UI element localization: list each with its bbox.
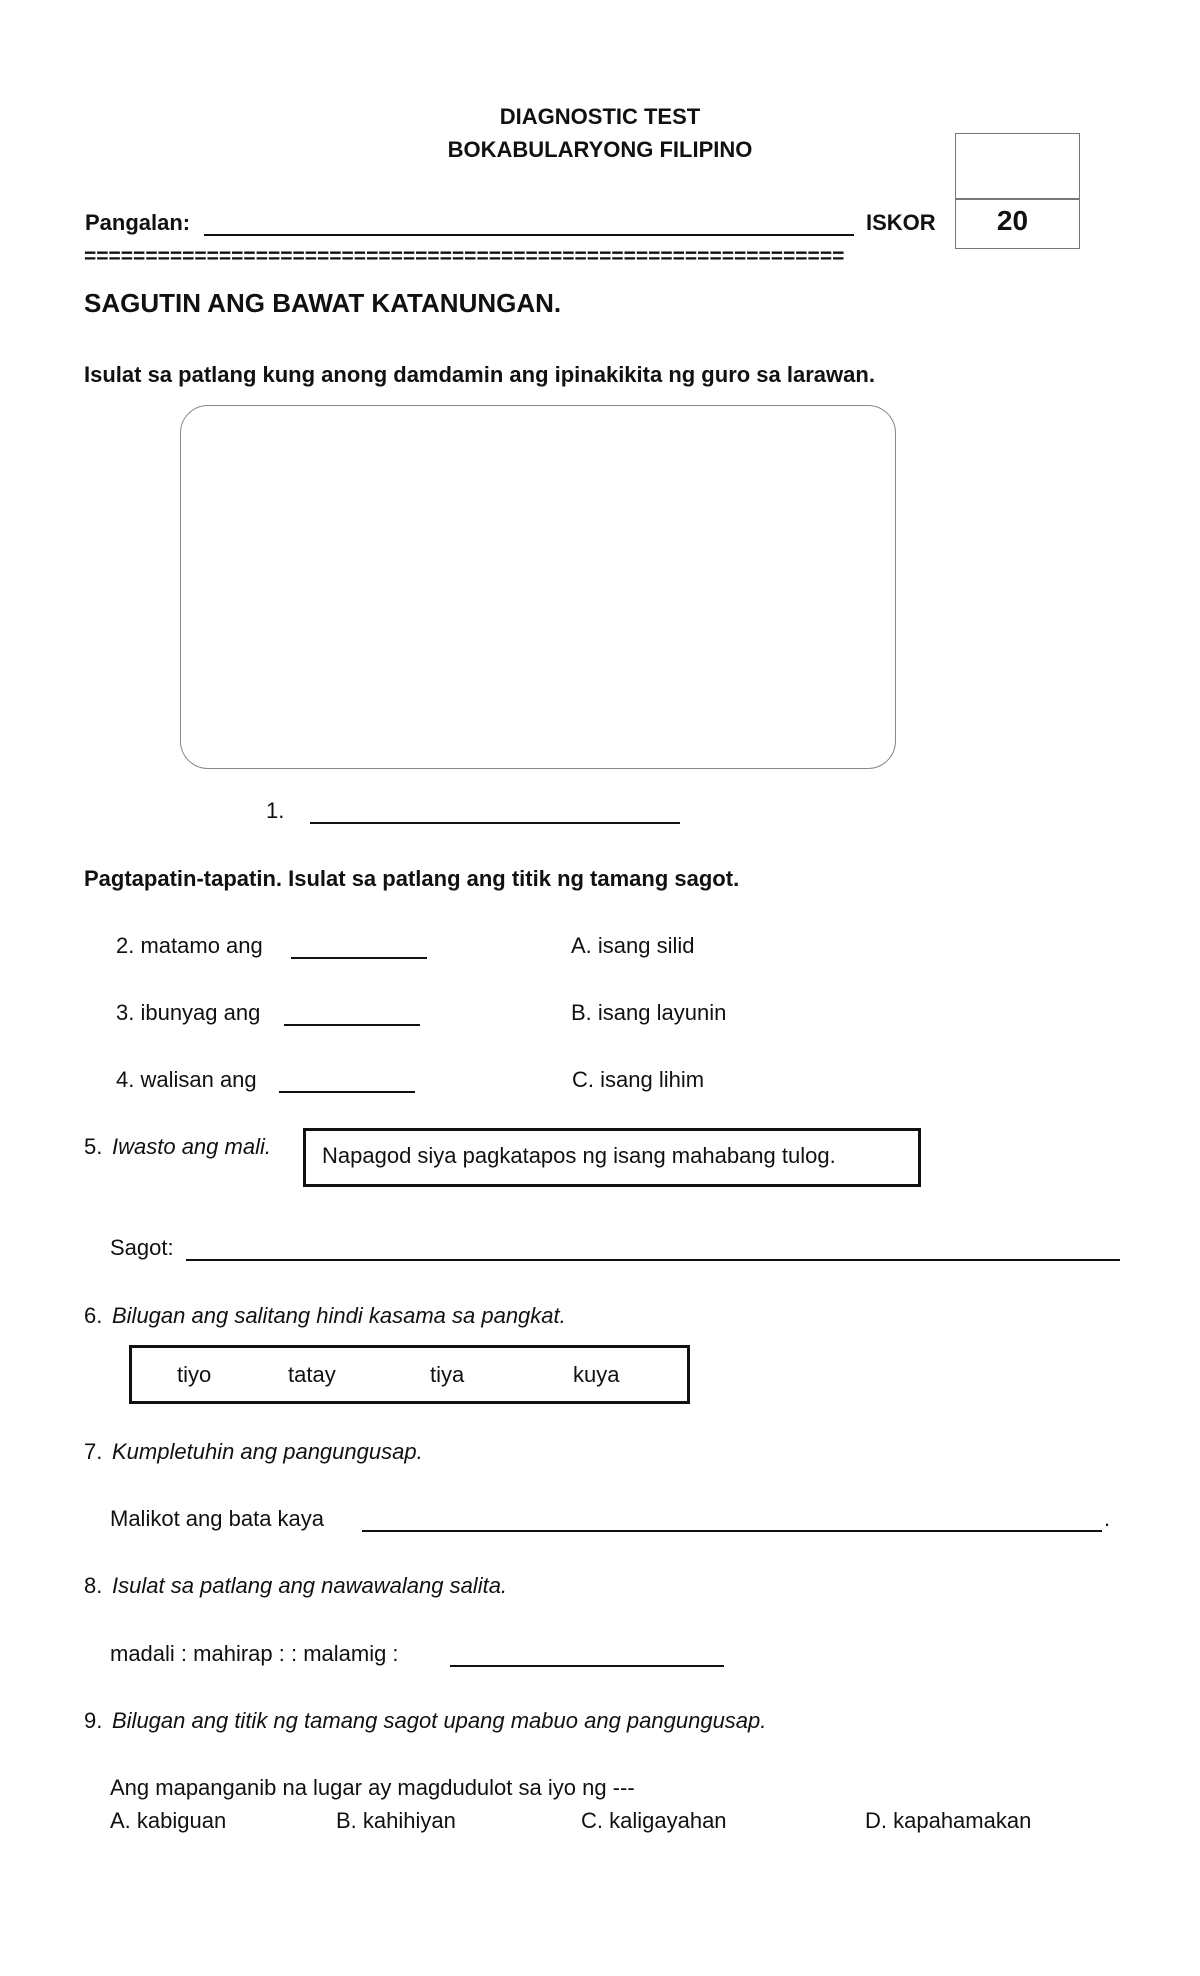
q8-instruction: Isulat sa patlang ang nawawalang salita. xyxy=(112,1573,508,1598)
q7-answer-line[interactable] xyxy=(362,1530,1102,1532)
q5-number: 5. xyxy=(84,1134,103,1159)
q1-answer-line[interactable] xyxy=(310,822,680,824)
picture-frame xyxy=(180,405,896,769)
q9-number: 9. xyxy=(84,1708,103,1733)
q9-choice[interactable]: C. kaligayahan xyxy=(581,1808,727,1833)
q6-word[interactable]: kuya xyxy=(573,1362,620,1387)
q7-instruction: Kumpletuhin ang pangungusap. xyxy=(112,1439,423,1464)
q6-word[interactable]: tatay xyxy=(288,1362,336,1387)
q5-answer-line[interactable] xyxy=(186,1259,1120,1261)
main-instruction: SAGUTIN ANG BAWAT KATANUNGAN. xyxy=(84,288,562,318)
test-title: DIAGNOSTIC TEST xyxy=(499,104,701,129)
q9-choice[interactable]: B. kahihiyan xyxy=(336,1808,456,1833)
score-label: ISKOR xyxy=(866,210,936,235)
match-answer-line[interactable] xyxy=(279,1091,415,1093)
q1-instruction: Isulat sa patlang kung anong damdamin ang ipinakikita ng guro sa larawan. xyxy=(84,362,875,387)
q9-stem: Ang mapanganib na lugar ay magdudulot sa iyo ng --- xyxy=(110,1775,635,1800)
q7-number: 7. xyxy=(84,1439,103,1464)
match-item-left: 3. ibunyag ang xyxy=(116,1000,261,1025)
q7-sentence-start: Malikot ang bata kaya xyxy=(110,1506,325,1531)
q8-analogy: madali : mahirap : : malamig : xyxy=(110,1641,399,1666)
match-item-right: B. isang layunin xyxy=(571,1000,727,1025)
q9-choice[interactable]: A. kabiguan xyxy=(110,1808,227,1833)
q6-word[interactable]: tiya xyxy=(430,1362,465,1387)
q5-answer-label: Sagot: xyxy=(110,1235,174,1260)
q5-sentence: Napagod siya pagkatapos ng isang mahabang tulog. xyxy=(322,1143,836,1168)
q9-instruction: Bilugan ang titik ng tamang sagot upang mabuo ang pangungusap. xyxy=(112,1708,767,1733)
test-subtitle: BOKABULARYONG FILIPINO xyxy=(447,137,753,162)
q5-instruction: Iwasto ang mali. xyxy=(112,1134,271,1159)
separator-line: ============================================================== xyxy=(84,245,845,268)
match-item-right: C. isang lihim xyxy=(572,1067,705,1092)
q9-choice[interactable]: D. kapahamakan xyxy=(865,1808,1032,1833)
name-label: Pangalan: xyxy=(85,210,191,235)
q6-word[interactable]: tiyo xyxy=(177,1362,212,1387)
q7-sentence-end: . xyxy=(1104,1506,1111,1531)
q1-number: 1. xyxy=(266,798,285,823)
q6-instruction: Bilugan ang salitang hindi kasama sa pangkat. xyxy=(112,1303,566,1328)
match-item-right: A. isang silid xyxy=(571,933,695,958)
score-box-top xyxy=(955,133,1080,199)
match-answer-line[interactable] xyxy=(284,1024,420,1026)
match-item-left: 2. matamo ang xyxy=(116,933,263,958)
match-item-left: 4. walisan ang xyxy=(116,1067,257,1092)
q8-number: 8. xyxy=(84,1573,103,1598)
matching-instruction: Pagtapatin-tapatin. Isulat sa patlang ang titik ng tamang sagot. xyxy=(84,866,740,891)
score-total: 20 xyxy=(996,205,1029,236)
q8-answer-line[interactable] xyxy=(450,1665,724,1667)
match-answer-line[interactable] xyxy=(291,957,427,959)
q6-number: 6. xyxy=(84,1303,103,1328)
name-field-line[interactable] xyxy=(204,234,854,236)
